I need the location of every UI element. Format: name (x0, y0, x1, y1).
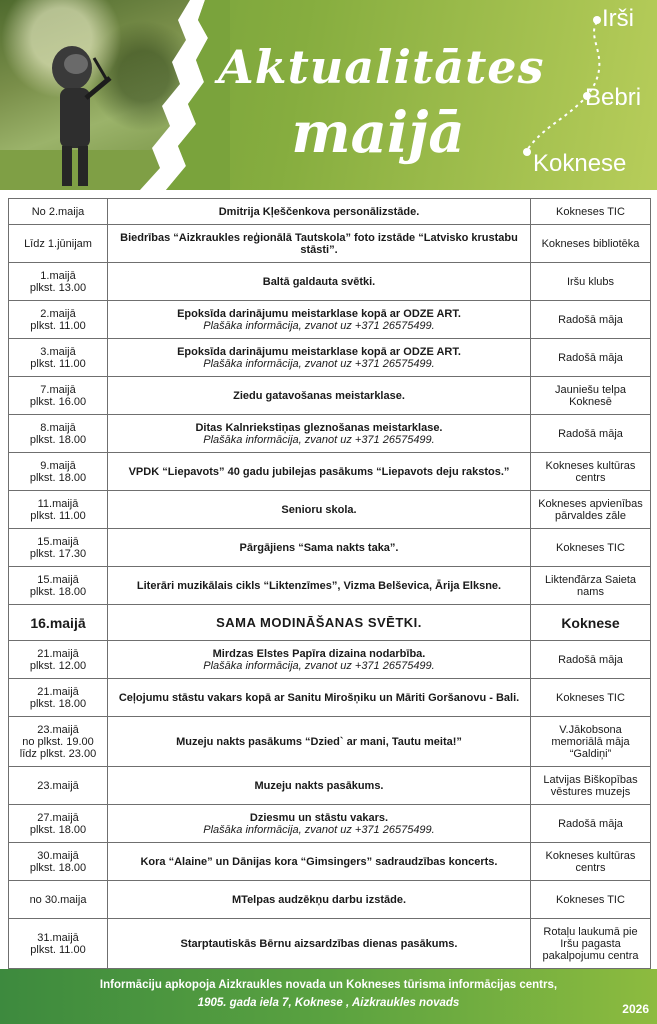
event-date (9, 339, 108, 377)
event-title: Dziesmu un stāstu vakars. (249, 811, 389, 824)
event-date-line: 31.maijā (37, 931, 79, 944)
event-date (9, 567, 108, 605)
event-date-line: plkst. 11.00 (30, 357, 86, 370)
event-date-line: 1.maijā (40, 269, 76, 282)
event-name (108, 767, 531, 805)
event-info: Plašāka informācija, zvanot uz +371 26575499. (203, 823, 435, 836)
event-title: Ditas Kalnriekstiņas gleznošanas meistarklase. (195, 421, 443, 434)
event-location: Radošā māja (531, 301, 651, 339)
event-title: Starptautiskās Bērnu aizsardzības dienas pasākums. (180, 937, 458, 950)
event-date-line: 3.maijā (40, 345, 76, 358)
event-date-line: plkst. 16.00 (29, 395, 87, 408)
event-location: Latvijas Biškopības vēstures muzejs (531, 767, 651, 805)
event-location: Rotaļu laukumā pie Iršu pagasta pakalpojumu centra (531, 919, 651, 969)
event-date (9, 605, 108, 641)
event-row (9, 567, 651, 605)
event-date (9, 491, 108, 529)
event-row (9, 767, 651, 805)
event-date-line: 15.maijā (37, 535, 79, 548)
event-row (9, 377, 651, 415)
event-location: Radošā māja (531, 641, 651, 679)
event-title: Biedrības “Aizkraukles reģionālā Tautskola” foto izstāde “Latvisko krustabu stāsti”. (120, 231, 518, 256)
event-name (108, 377, 531, 415)
event-title: Kora “Alaine” un Dānijas kora “Gimsingers” sadraudzības koncerts. (140, 855, 498, 868)
event-row (9, 453, 651, 491)
event-date-line: no 30.maija (29, 893, 87, 906)
event-date-line: 11.maijā (37, 497, 79, 510)
sculpture-image (42, 38, 112, 188)
event-date (9, 805, 108, 843)
event-name (108, 717, 531, 767)
event-location: Kokneses kultūras centrs (531, 843, 651, 881)
event-name (108, 641, 531, 679)
event-location: Radošā māja (531, 415, 651, 453)
event-date-line: plkst. 17.30 (29, 547, 87, 560)
header-banner (0, 0, 657, 190)
event-date (9, 301, 108, 339)
event-date-line: 23.maijā (37, 723, 79, 736)
event-row (9, 919, 651, 969)
event-title: SAMA MODINĀŠANAS SVĒTKI. (216, 614, 422, 630)
event-date (9, 453, 108, 491)
event-location: Radošā māja (531, 805, 651, 843)
event-name (108, 843, 531, 881)
event-title: Epoksīda darinājumu meistarklase kopā ar ODZE ART. (177, 307, 461, 320)
event-info: Plašāka informācija, zvanot uz +371 26575499. (203, 319, 435, 332)
event-name (108, 225, 531, 263)
event-row (9, 491, 651, 529)
event-row (9, 301, 651, 339)
event-row (9, 805, 651, 843)
event-date (9, 843, 108, 881)
event-date (9, 377, 108, 415)
footer-address: 1905. gada iela 7, Koknese , Aizkraukles novads (197, 997, 460, 1009)
event-date-line: plkst. 13.00 (29, 281, 87, 294)
event-location: Koknese (531, 605, 651, 641)
event-location: Kokneses apvienības pārvaldes zāle (531, 491, 651, 529)
events-table (8, 198, 651, 969)
event-name (108, 881, 531, 919)
event-name (108, 919, 531, 969)
event-date-line: no plkst. 19.00 (22, 735, 94, 748)
event-date-line: 7.maijā (40, 383, 76, 396)
event-location: Kokneses TIC (531, 881, 651, 919)
event-title: Dmitrija Kļeščenkova personālizstāde. (218, 205, 420, 218)
footer-banner (0, 969, 657, 1024)
event-row (9, 415, 651, 453)
footer-credit: Informāciju apkopoja Aizkraukles novada un Kokneses tūrisma informācijas centrs, (99, 979, 558, 991)
event-date (9, 679, 108, 717)
event-date-line: plkst. 12.00 (29, 659, 87, 672)
event-date-line: plkst. 18.00 (29, 697, 87, 710)
event-name (108, 199, 531, 225)
event-title: MTelpas audzēkņu darbu izstāde. (232, 893, 406, 906)
event-date (9, 225, 108, 263)
event-title: Ceļojumu stāstu vakars kopā ar Sanitu Mirošņiku un Māriti Goršanovu - Bali. (118, 691, 520, 704)
event-date-line: plkst. 18.00 (29, 433, 87, 446)
event-row (9, 263, 651, 301)
event-row (9, 339, 651, 377)
event-date-line: plkst. 11.00 (30, 943, 86, 956)
event-date-line: plkst. 18.00 (29, 585, 87, 598)
event-row (9, 199, 651, 225)
event-title: Baltā galdauta svētki. (262, 275, 376, 288)
place-label-koknese: Koknese (533, 150, 627, 177)
event-name (108, 605, 531, 641)
event-date-line: plkst. 18.00 (29, 861, 87, 874)
event-location: Kokneses bibliotēka (531, 225, 651, 263)
event-row (9, 717, 651, 767)
event-location: Kokneses TIC (531, 529, 651, 567)
event-date (9, 529, 108, 567)
place-label-irsi: Irši (602, 5, 634, 32)
event-row (9, 529, 651, 567)
event-date-line: 8.maijā (40, 421, 76, 434)
event-location: Kokneses TIC (531, 679, 651, 717)
event-row (9, 843, 651, 881)
event-title: Muzeju nakts pasākums. (254, 779, 384, 792)
event-date (9, 881, 108, 919)
event-info: Plašāka informācija, zvanot uz +371 26575499. (203, 659, 435, 672)
torn-edge-decoration (130, 0, 230, 190)
event-location: V.Jākobsona memoriālā māja “Galdiņi” (531, 717, 651, 767)
event-row (9, 605, 651, 641)
event-name (108, 263, 531, 301)
event-date (9, 641, 108, 679)
footer-year: 2026 (622, 1002, 649, 1016)
event-date (9, 767, 108, 805)
event-date (9, 415, 108, 453)
event-location: Jauniešu telpa Koknesē (531, 377, 651, 415)
event-date-line: 2.maijā (40, 307, 76, 320)
event-date-line: 23.maijā (37, 779, 79, 792)
event-date-line: plkst. 11.00 (30, 319, 86, 332)
event-title: Mirdzas Elstes Papīra dizaina nodarbība. (212, 647, 426, 660)
event-location: Iršu klubs (531, 263, 651, 301)
event-date-line: 27.maijā (37, 811, 79, 824)
event-date-line: 9.maijā (40, 459, 76, 472)
event-date-line: Līdz 1.jūnijam (24, 237, 92, 250)
event-name (108, 301, 531, 339)
event-row (9, 641, 651, 679)
event-date-line: 30.maijā (37, 849, 79, 862)
event-location: Kokneses TIC (531, 199, 651, 225)
event-name (108, 567, 531, 605)
event-row (9, 225, 651, 263)
event-title: Literāri muzikālais cikls “Liktenzīmes”, Vizma Belševica, Ārija Elksne. (136, 579, 502, 592)
event-title: Muzeju nakts pasākums “Dzied` ar mani, Tautu meita!” (176, 735, 462, 748)
page-title-line2: maijā (291, 100, 465, 166)
event-info: Plašāka informācija, zvanot uz +371 26575499. (203, 357, 435, 370)
event-date-line: 21.maijā (37, 647, 79, 660)
event-name (108, 491, 531, 529)
event-row (9, 679, 651, 717)
event-info: Plašāka informācija, zvanot uz +371 26575499. (203, 433, 435, 446)
event-date-line: 16.maijā (30, 614, 86, 631)
event-date-line: No 2.maija (31, 205, 85, 218)
event-name (108, 339, 531, 377)
event-row (9, 881, 651, 919)
event-date-line: plkst. 11.00 (30, 509, 86, 522)
event-title: Senioru skola. (281, 503, 357, 516)
event-name (108, 805, 531, 843)
event-date (9, 717, 108, 767)
event-title: Epoksīda darinājumu meistarklase kopā ar ODZE ART. (177, 345, 461, 358)
event-name (108, 679, 531, 717)
event-name (108, 453, 531, 491)
event-date (9, 263, 108, 301)
event-date (9, 919, 108, 969)
event-name (108, 415, 531, 453)
event-date-line: plkst. 18.00 (29, 823, 87, 836)
page-title-line1: Aktualitātes (218, 40, 545, 94)
event-title: Pārgājiens “Sama nakts taka”. (239, 541, 399, 554)
event-date (9, 199, 108, 225)
event-date-line: 15.maijā (37, 573, 79, 586)
event-date-line: līdz plkst. 23.00 (19, 747, 97, 760)
event-title: Ziedu gatavošanas meistarklase. (233, 389, 405, 402)
event-title: VPDK “Liepavots” 40 gadu jubilejas pasākums “Liepavots deju rakstos.” (128, 465, 510, 478)
event-location: Kokneses kultūras centrs (531, 453, 651, 491)
event-date-line: 21.maijā (37, 685, 79, 698)
event-location: Radošā māja (531, 339, 651, 377)
event-name (108, 529, 531, 567)
event-location: Liktenđārza Saieta nams (531, 567, 651, 605)
place-label-bebri: Bebri (585, 84, 642, 111)
event-date-line: plkst. 18.00 (29, 471, 87, 484)
